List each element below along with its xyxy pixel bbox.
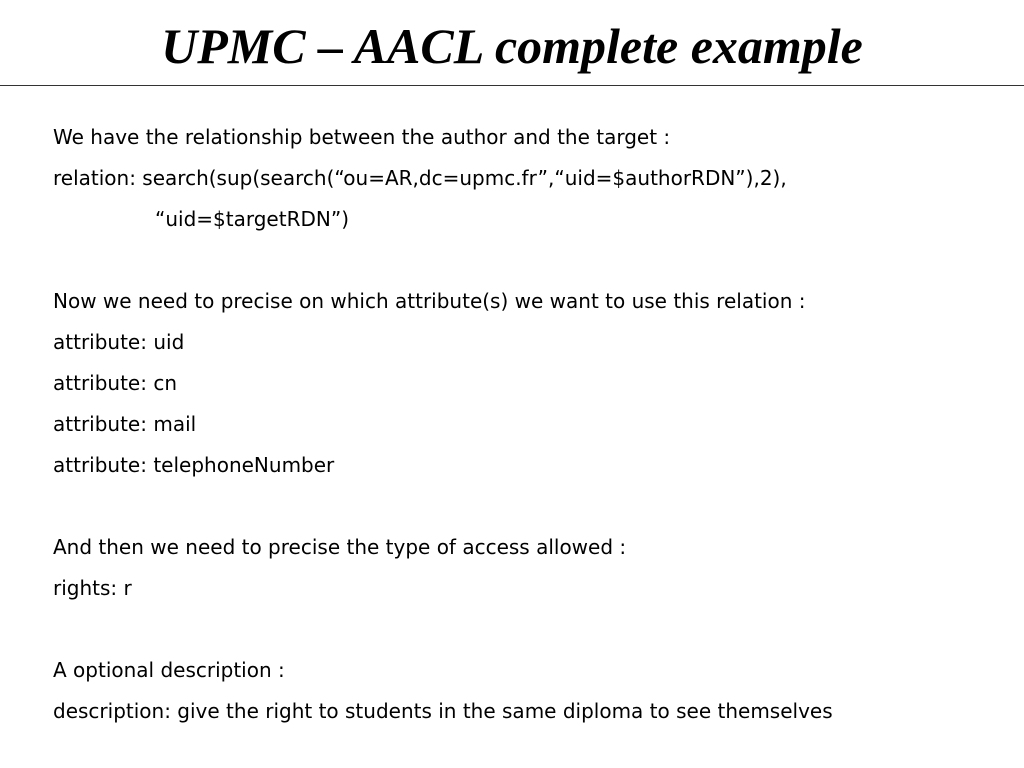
- attribute-line: attribute: mail: [53, 412, 197, 436]
- rights-line: rights: r: [53, 576, 132, 600]
- relation-line: relation: search(sup(search(“ou=AR,dc=upmc.fr”,“uid=$authorRDN”),2),: [53, 166, 787, 190]
- description-intro-text: A optional description :: [53, 658, 285, 682]
- rights-intro-text: And then we need to precise the type of access allowed :: [53, 535, 627, 559]
- intro-text: We have the relationship between the author and the target :: [53, 125, 671, 149]
- slide-title: UPMC – AACL complete example: [161, 18, 863, 74]
- relation-line-continued: “uid=$targetRDN”): [155, 207, 350, 231]
- title-divider: [0, 85, 1024, 86]
- description-line: description: give the right to students in the same diploma to see themselves: [53, 699, 833, 723]
- attribute-line: attribute: telephoneNumber: [53, 453, 335, 477]
- attributes-intro-text: Now we need to precise on which attribute(s) we want to use this relation :: [53, 289, 806, 313]
- attribute-line: attribute: uid: [53, 330, 185, 354]
- attribute-line: attribute: cn: [53, 371, 178, 395]
